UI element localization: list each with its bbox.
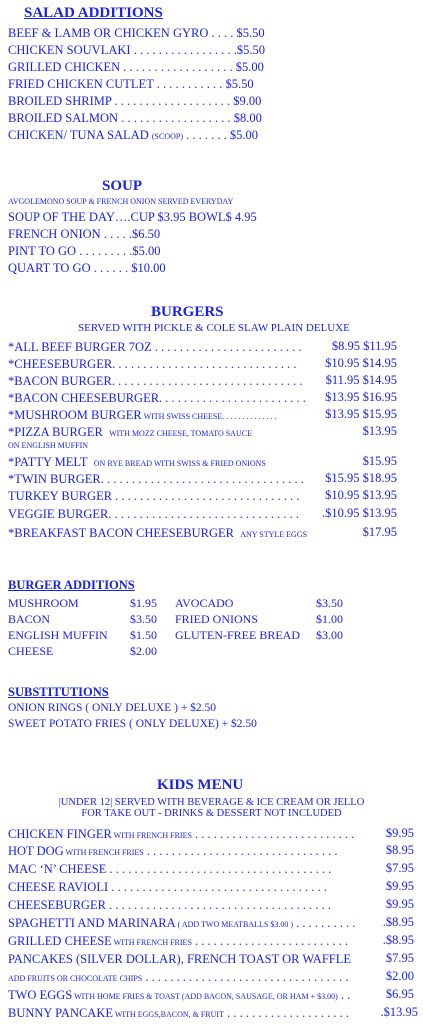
addition-name: FRIED ONIONS [175,612,259,626]
burger-pizza-note2: ON ENGLISH MUFFIN [8,441,89,450]
addition-name: CHEESE [8,644,54,658]
burger-price: $17.95 [362,525,397,539]
burger-price: $8.95 $11.95 [331,339,397,353]
salad-item: BROILED SHRIMP . . . . . . . . . . . . . . . . . . . $9.00 [8,94,262,108]
addition-price: $1.95 [130,596,157,610]
kids-price: $8.95 [385,843,414,857]
kids-price: $7.95 [385,861,414,875]
kids-subtitle: |UNDER 12| SERVED WITH BEVERAGE & ICE CREAM OR JELLO FOR TAKE OUT - DRINKS & DESSERT NOT INCLUDED [58,797,365,819]
addition-name: GLUTEN-FREE BREAD [175,628,300,642]
addition-price: $1.50 [130,628,157,642]
addition-name: BACON [8,612,51,626]
burger-price: $15.95 $18.95 [325,471,397,485]
kids-item: CHEESE RAVIOLI . . . . . . . . . . . . . . . . . . . . . . . . . . . . . . . . . . . [8,880,327,894]
kids-price: $6.95 [385,987,414,1001]
kids-price: $9.95 [385,826,414,840]
salad-item: CHICKEN SOUVLAKI . . . . . . . . . . . . . . . . .$5.50 [8,43,265,57]
burger-item: TURKEY BURGER . . . . . . . . . . . . . . . . . . . . . . . . . . . . . . [8,489,300,503]
burger-item: *ALL BEEF BURGER 7OZ . . . . . . . . . . . . . . . . . . . . . . . . [8,340,302,354]
burger-price: $11.95 $14.95 [325,373,397,387]
soup-item: PINT TO GO . . . . . . . . .$5.00 [8,244,161,258]
addition-price: $3.50 [316,596,343,610]
kids-item: TWO EGGS WITH HOME FRIES & TOAST (ADD BACON, SAUSAGE, OR HAM + $3.00) . . [8,988,351,1002]
soup-note: AVGOLEMONO SOUP & FRENCH ONION SERVED EVERYDAY [8,197,234,206]
kids-price: $2.00 [385,969,414,983]
burger-price: $10.95 $13.95 [325,488,397,502]
salad-item: BEEF & LAMB OR CHICKEN GYRO . . . . $5.50 [8,26,265,40]
addition-price: $3.50 [130,612,157,626]
salad-item: GRILLED CHICKEN . . . . . . . . . . . . . . . . . . $5.00 [8,60,264,74]
kids-price: .$8.95 [382,915,414,929]
soup-item: SOUP OF THE DAY….CUP $3.95 BOWL$ 4.95 [8,210,257,224]
kids-item: SPAGHETTI AND MARINARA ( ADD TWO MEATBALLS $3.00 ) . . . . . . . . . . [8,916,356,930]
kids-price: $7.95 [385,951,414,965]
kids-price: $9.95 [385,879,414,893]
kids-item: CHICKEN FINGER WITH FRENCH FRIES . . . . . . . . . . . . . . . . . . . . . . . . . . [8,827,355,841]
burger-price: $10.95 $14.95 [325,356,397,370]
burger-price: $13.95 [362,424,397,438]
burger-price: .$10.95 $13.95 [322,506,397,520]
burger-item: *TWIN BURGER. . . . . . . . . . . . . . . . . . . . . . . . . . . . . . . . . [8,472,304,486]
soup-item: FRENCH ONION . . . . .$6.50 [8,227,161,241]
kids-item: MAC ‘N’ CHEESE . . . . . . . . . . . . . . . . . . . . . . . . . . . . . . . . . . . . [8,862,332,876]
kids-item: CHEESEBURGER . . . . . . . . . . . . . . . . . . . . . . . . . . . . . . . . . . . . [8,898,331,912]
salad-item: BROILED SALMON . . . . . . . . . . . . . . . . . . $8.00 [8,111,262,125]
burger-item: VEGGIE BURGER. . . . . . . . . . . . . . . . . . . . . . . . . . . . . . . [8,507,299,521]
addition-price: $1.00 [316,612,343,626]
burgers-subtitle: SERVED WITH PICKLE & COLE SLAW PLAIN DELUXE [78,322,350,334]
kids-item: ADD FRUITS OR CHOCOLATE CHIPS . . . . . . . . . . . . . . . . . . . . . . . . . . . . . . . . . [8,970,349,984]
burger-price: $15.95 [362,454,397,468]
kids-price: .$8.95 [382,933,414,947]
burger-item: *BACON BURGER. . . . . . . . . . . . . . . . . . . . . . . . . . . . . . . [8,374,303,388]
addition-price: $3.00 [316,628,343,642]
kids-item: GRILLED CHEESE WITH FRENCH FRIES . . . . . . . . . . . . . . . . . . . . . . . . . [8,934,349,948]
salad-item-name: CHICKEN/ TUNA SALAD [8,128,149,142]
kids-item: PANCAKES (SILVER DOLLAR), FRENCH TOAST OR WAFFLE [8,952,351,966]
salad-item-note: (SCOOP) [151,132,183,141]
substitution-item: ONION RINGS ( ONLY DELUXE ) + $2.50 [8,702,217,714]
soup-title: SOUP [102,178,143,194]
kids-price: .$13.95 [380,1005,418,1019]
salad-additions-title: SALAD ADDITIONS [24,5,163,21]
kids-price: $9.95 [385,897,414,911]
burger-price: $13.95 $15.95 [325,407,397,421]
salad-item-price: . . . . . . . $5.00 [183,128,258,142]
burger-item-patty: *PATTY MELT ON RYE BREAD WITH SWISS & FRIED ONIONS [8,455,266,469]
kids-item: HOT DOG WITH FRENCH FRIES . . . . . . . . . . . . . . . . . . . . . . . . . . . . . . . [8,844,338,858]
burger-additions-title: BURGER ADDITIONS [8,578,135,592]
addition-price: $2.00 [130,644,157,658]
kids-menu-title: KIDS MENU [157,777,244,793]
addition-name: ENGLISH MUFFIN [8,628,108,642]
burger-item-breakfast: *BREAKFAST BACON CHEESEBURGER ANY STYLE EGGS [8,526,308,540]
burger-item: *MUSHROOM BURGER WITH SWISS CHEESE. . . . . . . . . . . . . . [8,408,277,422]
salad-item: FRIED CHICKEN CUTLET . . . . . . . . . . . $5.50 [8,77,254,91]
kids-item: BUNNY PANCAKE WITH EGGS,BACON, & FRUIT . . . . . . . . . . . . . . . . . . . . [8,1006,349,1020]
soup-item: QUART TO GO . . . . . . $10.00 [8,261,166,275]
burger-price: $13.95 $16.95 [325,390,397,404]
salad-item [8,127,258,145]
addition-name: MUSHROOM [8,596,79,610]
substitutions-title: SUBSTITUTIONS [8,685,109,699]
burger-item: *BACON CHEESEBURGER. . . . . . . . . . . . . . . . . . . . . . . . [8,391,306,405]
substitution-item: SWEET POTATO FRIES ( ONLY DELUXE) + $2.50 [8,718,257,730]
addition-name: AVOCADO [175,596,234,610]
burger-item: *CHEESEBURGER. . . . . . . . . . . . . . . . . . . . . . . . . . . . . . [8,357,297,371]
burger-item-pizza: *PIZZA BURGER WITH MOZZ CHEESE, TOMATO SAUCE [8,425,252,439]
burgers-title: BURGERS [151,304,224,320]
